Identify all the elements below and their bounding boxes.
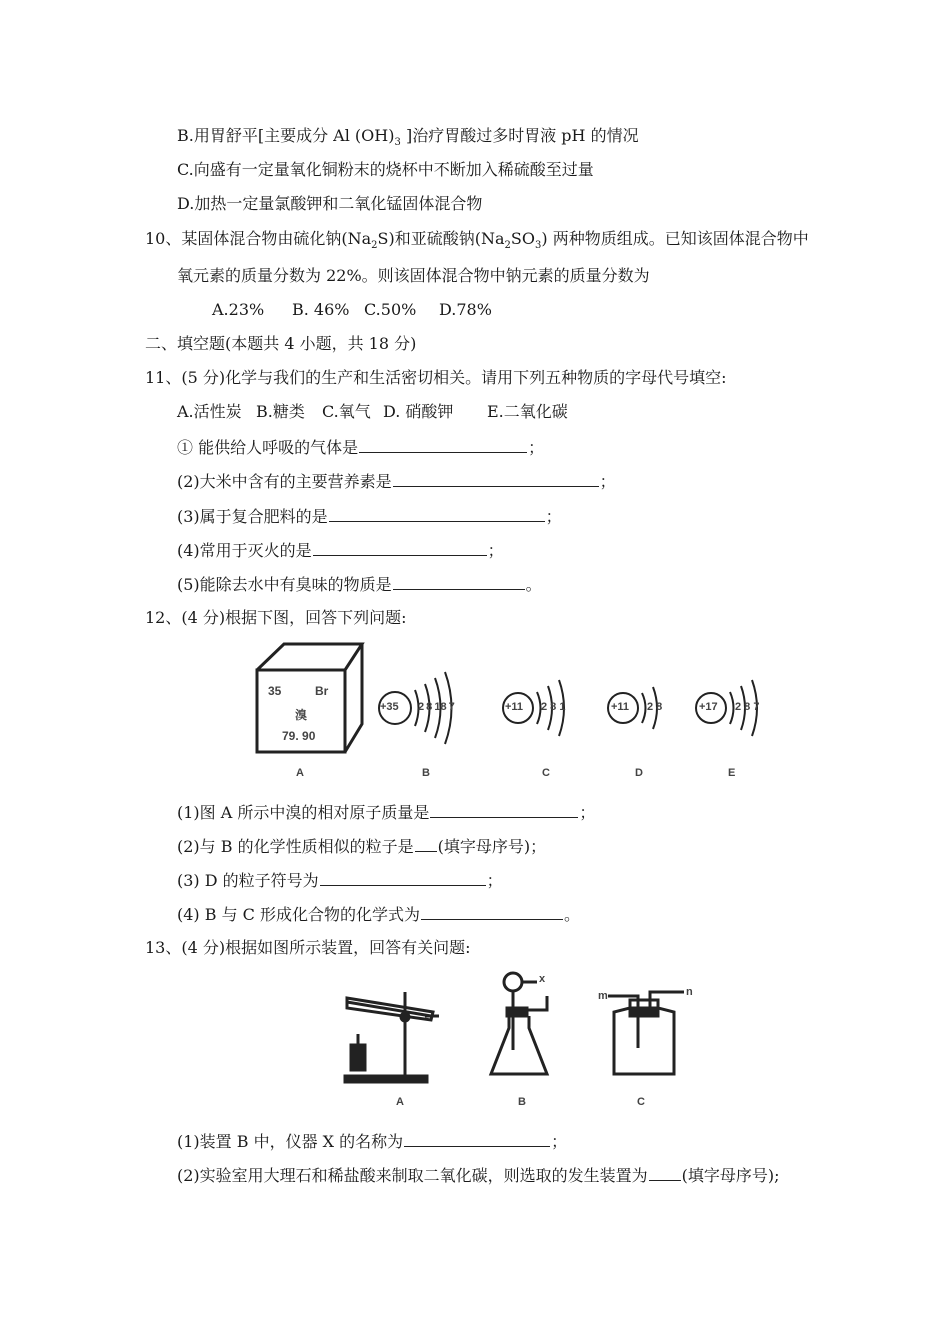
element-name: 溴 (295, 708, 308, 722)
q11-stem: 11、(5 分)化学与我们的生产和生活密切相关。请用下列五种物质的字母代号填空: (145, 368, 727, 387)
figure-label-d: D (635, 767, 643, 779)
q11-item-5: (5)能除去水中有臭味的物质是 。 (177, 575, 542, 594)
section-heading: 二、填空题(本题共 4 小题，共 18 分) (145, 334, 417, 353)
element-mass: 79. 90 (282, 729, 316, 743)
answer-blank[interactable] (404, 1131, 550, 1147)
apparatus-a-diagram (335, 990, 445, 1085)
apparatus-c-diagram (600, 988, 695, 1083)
q11-option-d: D. 硝酸钾 (383, 402, 454, 421)
apparatus-m-label: m (598, 990, 608, 1002)
q11-item-4: (4)常用于灭火的是 ； (177, 541, 504, 560)
answer-blank[interactable] (649, 1165, 681, 1181)
q12-item-3: (3) D 的粒子符号为 ； (177, 871, 503, 890)
answer-blank[interactable] (430, 802, 578, 818)
q10-option-b: B. 46% (292, 300, 350, 319)
answer-blank[interactable] (393, 574, 525, 590)
q11-option-b: B.糖类 (256, 402, 305, 421)
q10-option-a: A.23% (212, 300, 265, 319)
q10-stem-line2: 氧元素的质量分数为 22%。则该固体混合物中钠元素的质量分数为 (177, 266, 650, 285)
apparatus-b-diagram (485, 970, 560, 1085)
figure-label-a: A (296, 767, 304, 779)
q9-option-b: B.用胃舒平[主要成分 Al $(OH)_3$ ]治疗胃酸过多时胃液 pH 的情况 (177, 126, 639, 149)
element-atomic-number: 35 (268, 684, 282, 698)
answer-blank[interactable] (393, 471, 599, 487)
atom-c-shells: 2 8 1 (541, 701, 566, 713)
atom-d-shells: 2 8 (647, 701, 663, 713)
q11-item-3: (3)属于复合肥料的是 ； (177, 507, 562, 526)
q12-item-2: (2)与 B 的化学性质相似的粒子是 (填字母序号)； (177, 837, 547, 856)
apparatus-x-label: x (539, 973, 546, 985)
figure-label-b: B (422, 767, 430, 779)
atom-e-nucleus: +17 (699, 701, 718, 713)
answer-blank[interactable] (320, 870, 486, 886)
q11-option-a: A.活性炭 (177, 402, 242, 421)
atom-b-shells: 2 8 18 7 (418, 701, 455, 713)
q10-option-d: D.78% (439, 300, 492, 319)
atom-c-nucleus: +11 (505, 701, 524, 713)
element-symbol: Br (315, 684, 329, 698)
q9-option-d: D.加热一定量氯酸钾和二氧化锰固体混合物 (177, 194, 483, 213)
answer-blank[interactable] (329, 506, 545, 522)
q13-stem: 13、(4 分)根据如图所示装置，回答有关问题: (145, 938, 471, 957)
apparatus-label-b: B (518, 1096, 526, 1108)
figure-label-e: E (728, 767, 736, 779)
apparatus-label-c: C (637, 1096, 645, 1108)
answer-blank[interactable] (421, 904, 563, 920)
q11-option-c: C.氧气 (322, 402, 371, 421)
atom-b-nucleus: +35 (380, 701, 399, 713)
q11-item-2: (2)大米中含有的主要营养素是 ； (177, 472, 616, 491)
q10-option-c: C.50% (364, 300, 417, 319)
atom-d-nucleus: +11 (611, 701, 630, 713)
apparatus-label-a: A (396, 1096, 404, 1108)
q10-stem-line1: 10、某固体混合物由硫化钠$(Na_2S)$和亚硫酸钠$(Na_2SO_3)$ 两种物质组成。已知该固体混合物中 (145, 229, 809, 252)
figure-label-c: C (542, 767, 550, 779)
q9-option-c: C.向盛有一定量氧化铜粉末的烧杯中不断加入稀硫酸至过量 (177, 160, 594, 179)
answer-blank[interactable] (313, 540, 487, 556)
q13-item-2: (2)实验室用大理石和稀盐酸来制取二氧化碳，则选取的发生装置为 (填字母序号); (177, 1166, 780, 1185)
answer-blank[interactable] (359, 437, 527, 453)
apparatus-n-label: n (686, 986, 693, 998)
q11-item-1: ① 能供给人呼吸的气体是 ； (177, 438, 545, 457)
q12-stem: 12、(4 分)根据下图，回答下列问题: (145, 608, 407, 627)
q11-option-e: E.二氧化碳 (487, 402, 568, 421)
answer-blank[interactable] (415, 836, 437, 852)
q13-item-1: (1)装置 B 中，仪器 X 的名称为 ； (177, 1132, 568, 1151)
atom-e-shells: 2 8 7 (735, 701, 760, 713)
q12-item-4: (4) B 与 C 形成化合物的化学式为 。 (177, 905, 581, 924)
q12-item-1: (1)图 A 所示中溴的相对原子质量是 ； (177, 803, 596, 822)
